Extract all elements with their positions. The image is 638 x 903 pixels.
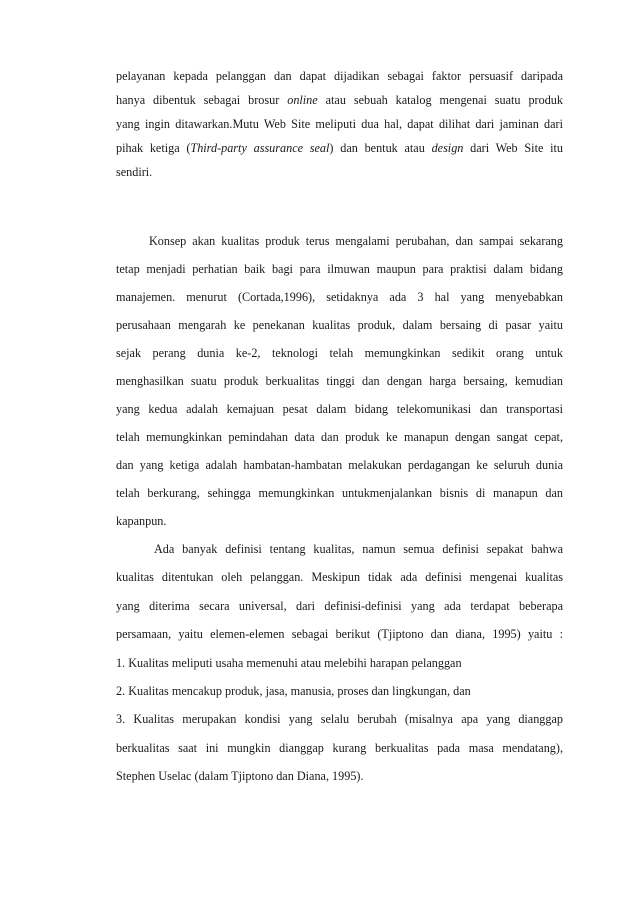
text-segment: sendiri. — [116, 165, 153, 179]
paragraph-1-line — [116, 64, 563, 88]
paragraph-3-line: Ada banyak definisi tentang kualitas, namun semua definisi sepakat bahwa — [154, 542, 563, 556]
list-item-1: 1. Kualitas meliputi usaha memenuhi atau melebihi harapan pelanggan — [116, 655, 462, 670]
italic-term: Third-party assurance seal — [190, 141, 330, 155]
text-segment: dari Web Site itu — [463, 141, 563, 155]
list-item-2: 2. Kualitas mencakup produk, jasa, manusia, proses dan lingkungan, dan — [116, 683, 471, 698]
text-segment: ) dan bentuk atau — [329, 141, 432, 155]
paragraph-2-line: menghasilkan suatu produk berkualitas tinggi dan dengan harga bersaing, kemudian — [116, 374, 563, 388]
list-item-3-line: berkualitas saat ini mungkin dianggap kurang berkualitas pada masa mendatang), — [116, 740, 563, 755]
list-item-3-line: 3. Kualitas merupakan kondisi yang selalu berubah (misalnya apa yang dianggap — [116, 712, 563, 727]
paragraph-2-line: telah memungkinkan pemindahan data dan produk ke manapun dengan sangat cepat, — [116, 430, 563, 444]
paragraph-3-line: yang diterima secara universal, dari definisi-definisi yang ada terdapat beberapa — [116, 598, 563, 613]
paragraph-1-line — [116, 136, 563, 160]
paragraph-2-line: kapanpun. — [116, 514, 167, 528]
paragraph-3 — [116, 535, 563, 649]
paragraph-2-line: perusahaan mengarah ke penekanan kualitas produk, dalam bersaing di pasar yaitu — [116, 318, 563, 332]
paragraph-2-line: manajemen. menurut (Cortada,1996), setidaknya ada 3 hal yang menyebabkan — [116, 290, 563, 304]
text-segment: yang ingin ditawarkan.Mutu Web Site meliputi dua hal, dapat dilihat dari jaminan dari — [116, 117, 563, 131]
paragraph-3-line: kualitas ditentukan oleh pelanggan. Meskipun tidak ada definisi mengenai kualitas — [116, 570, 563, 585]
italic-term: online — [287, 93, 318, 107]
list-item-3-line: Stephen Uselac (dalam Tjiptono dan Diana, 1995). — [116, 769, 364, 784]
text-segment: pelayanan kepada pelanggan dan dapat dijadikan sebagai faktor persuasif daripada — [116, 69, 563, 83]
paragraph-2-line: Konsep akan kualitas produk terus mengalami perubahan, dan sampai sekarang — [149, 234, 563, 248]
paragraph-2-line: dan yang ketiga adalah hambatan-hambatan melakukan perdagangan ke seluruh dunia — [116, 458, 563, 472]
paragraph-2-line: telah berkurang, sehingga memungkinkan untukmenjalankan bisnis di manapun dan — [116, 486, 563, 500]
paragraph-1-line — [116, 88, 563, 112]
text-segment: pihak ketiga ( — [116, 141, 191, 155]
paragraph-1 — [116, 64, 563, 184]
paragraph-1-line — [116, 112, 563, 136]
italic-term: design — [431, 141, 464, 155]
document-body — [116, 64, 563, 791]
text-segment: hanya dibentuk sebagai brosur — [116, 93, 288, 107]
numbered-list — [116, 649, 563, 791]
paragraph-2-line: tetap menjadi perhatian baik bagi para ilmuwan maupun para praktisi dalam bidang — [116, 262, 563, 276]
paragraph-2-line: sejak perang dunia ke-2, teknologi telah memungkinkan sedikit orang untuk — [116, 346, 563, 360]
paragraph-3-line: persamaan, yaitu elemen-elemen sebagai berikut (Tjiptono dan diana, 1995) yaitu : — [116, 627, 563, 642]
paragraph-1-line — [116, 160, 563, 184]
paragraph-2-line: yang kedua adalah kemajuan pesat dalam bidang telekomunikasi dan transportasi — [116, 402, 563, 416]
text-segment: atau sebuah katalog mengenai suatu produk — [317, 93, 563, 107]
paragraph-2 — [116, 227, 563, 535]
